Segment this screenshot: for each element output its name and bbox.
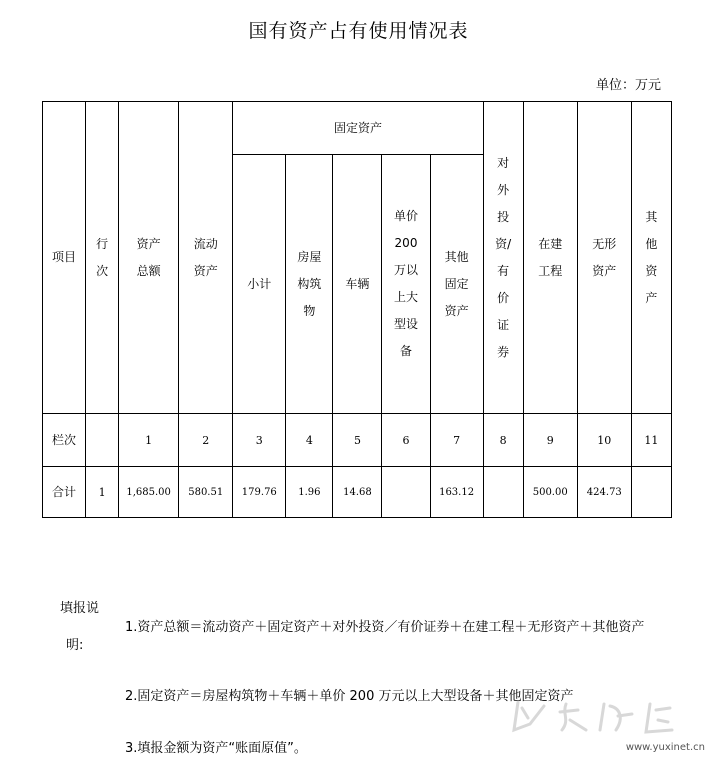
note-1: 1.资产总额＝流动资产＋固定资产＋对外投资／有价证券＋在建工程＋无形资产＋其他资产 — [125, 620, 645, 635]
intangible-value: 424.73 — [577, 467, 631, 518]
header-row-no: 行次 — [86, 102, 119, 414]
column-number: 6 — [382, 414, 430, 467]
header-intangible: 无形资产 — [577, 102, 631, 414]
current-assets-value: 580.51 — [179, 467, 233, 518]
unit-label: 单位：万元 — [596, 78, 662, 93]
other-assets-value — [631, 467, 671, 518]
header-vehicles: 车辆 — [333, 155, 382, 414]
column-number: 9 — [523, 414, 577, 467]
note-2: 2.固定资产＝房屋构筑物＋车辆＋单价 200 万元以上大型设备＋其他固定资产 — [125, 689, 574, 704]
notes-heading-line2: 明: — [66, 638, 84, 653]
watermark-logo-icon — [500, 690, 710, 756]
page-title: 国有资产占有使用情况表 — [248, 20, 469, 42]
asset-table — [42, 101, 672, 518]
column-number: 10 — [577, 414, 631, 467]
column-number: 3 — [233, 414, 286, 467]
total-row — [43, 467, 672, 518]
total-assets-value: 1,685.00 — [119, 467, 179, 518]
header-fixed-assets: 固定资产 — [233, 102, 483, 155]
fixed-subtotal-value: 179.76 — [233, 467, 286, 518]
header-large-equipment: 单价200万以上大型设备 — [382, 155, 430, 414]
column-number-label: 栏次 — [43, 414, 86, 467]
header-current-assets: 流动资产 — [179, 102, 233, 414]
header-item: 项目 — [43, 102, 86, 414]
header-investment: 对外投资/有价证券 — [483, 102, 523, 414]
watermark-url: www.yuxinet.cn — [625, 742, 705, 753]
column-number: 2 — [179, 414, 233, 467]
large-equipment-value — [382, 467, 430, 518]
column-number: 4 — [286, 414, 333, 467]
column-number: 1 — [119, 414, 179, 467]
column-number-row — [43, 414, 672, 467]
header-other-assets: 其他资产 — [631, 102, 671, 414]
header-total-assets: 资产总额 — [119, 102, 179, 414]
column-number: 11 — [631, 414, 671, 467]
column-number-blank — [86, 414, 119, 467]
header-construction: 在建工程 — [523, 102, 577, 414]
column-number: 8 — [483, 414, 523, 467]
total-row-number: 1 — [86, 467, 119, 518]
column-number: 7 — [430, 414, 483, 467]
vehicles-value: 14.68 — [333, 467, 382, 518]
column-number: 5 — [333, 414, 382, 467]
buildings-value: 1.96 — [286, 467, 333, 518]
total-label: 合计 — [43, 467, 86, 518]
investment-value — [483, 467, 523, 518]
construction-value: 500.00 — [523, 467, 577, 518]
header-buildings: 房屋构筑物 — [286, 155, 333, 414]
header-subtotal: 小计 — [233, 155, 286, 414]
other-fixed-value: 163.12 — [430, 467, 483, 518]
note-3: 3.填报金额为资产“账面原值”。 — [125, 741, 307, 756]
site-watermark — [500, 690, 710, 756]
notes-heading-line1: 填报说 — [60, 601, 100, 616]
header-other-fixed: 其他固定资产 — [430, 155, 483, 414]
